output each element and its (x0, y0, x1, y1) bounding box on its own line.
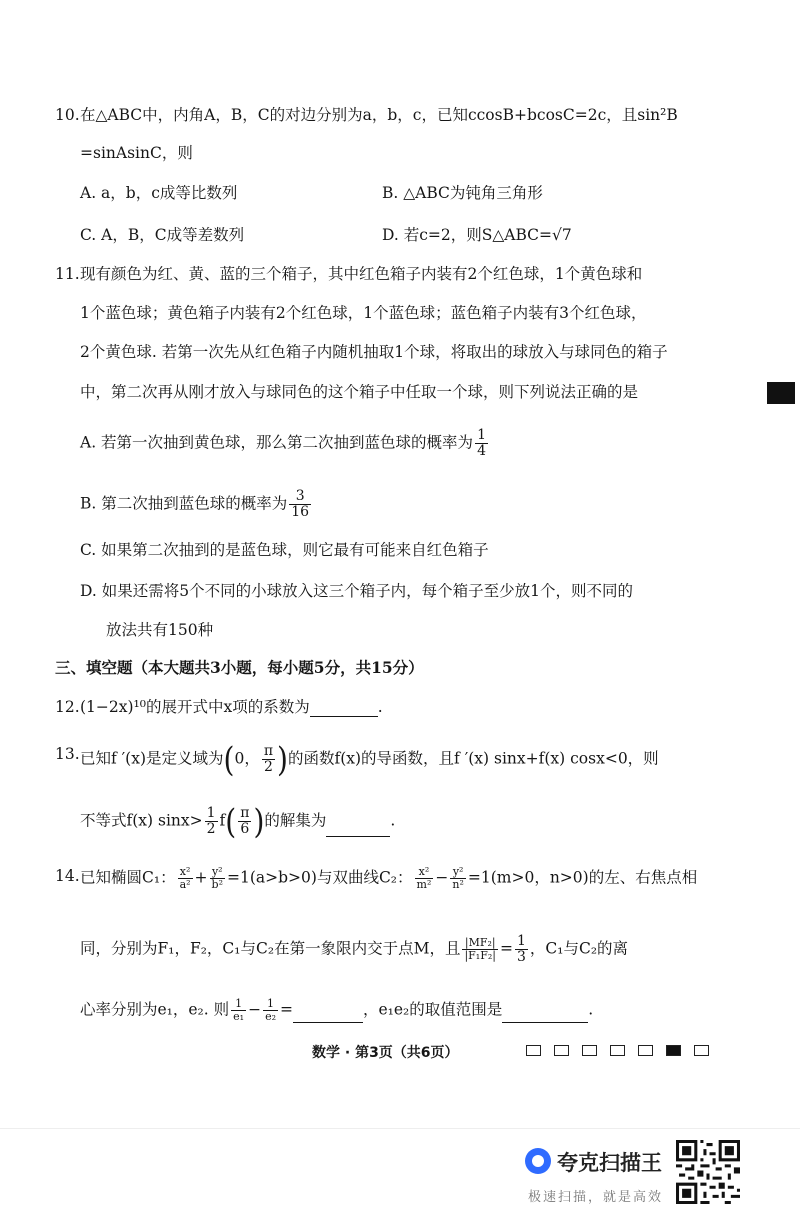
q10-option-a: A. a，b，c成等比数列 (80, 184, 238, 202)
q13-text-b: 的函数f(x)的导函数，且f ′(x) sinx+f(x) cosx<0，则 (287, 749, 659, 768)
q13-stem-line2 (80, 801, 396, 841)
fraction-numerator: 1 (516, 933, 526, 949)
fraction-denominator: m² (416, 878, 432, 891)
fraction-numerator: π (263, 743, 274, 759)
fraction-numerator: 1 (235, 997, 243, 1010)
q11-stem-line2: 1个蓝色球；黄色箱子内装有2个红色球，1个蓝色球；蓝色箱子内装有3个红色球， (80, 304, 647, 322)
page-box-6 (666, 1045, 681, 1056)
q11-option-d-line2: 放法共有150种 (106, 621, 214, 639)
one-third (515, 934, 528, 965)
pi-over-two (262, 744, 275, 775)
q14-answer-blank-2[interactable] (502, 1006, 588, 1023)
q12-number: 12. (55, 698, 80, 716)
q13-stem-line1 (80, 739, 659, 779)
fraction-denominator: e₂ (265, 1010, 276, 1023)
fraction-denominator: 4 (477, 443, 486, 459)
fraction-denominator: 2 (262, 759, 275, 775)
q13-answer-blank[interactable] (326, 820, 390, 837)
q11-stem-line1: 现有颜色为红、黄、蓝的三个箱子，其中红色箱子内装有2个红色球，1个黄色球和 (80, 265, 643, 283)
fraction-denominator: 16 (291, 504, 310, 520)
q14-stem-line3 (80, 998, 593, 1023)
ellipse-y-term (210, 866, 225, 891)
qr-code-icon (676, 1140, 740, 1204)
q10-option-d: D. 若c=2，则S△ABC=√7 (382, 226, 572, 244)
function-f: f (219, 811, 226, 830)
right-paren: ) (277, 739, 288, 779)
section-heading: 三、填空题（本大题共3小题，每小题5分，共15分） (55, 658, 424, 677)
q14-stem-line2 (80, 934, 628, 965)
q11-option-a (80, 428, 490, 459)
fraction-numerator: 1 (267, 997, 275, 1010)
pi-over-six (238, 806, 251, 837)
one-over-e2 (263, 998, 278, 1023)
ellipse-x-term (178, 866, 193, 891)
fraction-numerator: 1 (477, 427, 486, 443)
page-footer: 数学 · 第3页（共6页） (312, 1045, 459, 1061)
hyperbola-y-term (450, 866, 466, 891)
hyperbola-x-term (415, 866, 434, 891)
q13-text-a: 已知f ′(x)是定义域为 (80, 749, 224, 768)
left-paren: ( (225, 801, 237, 841)
minus-sign: − (248, 1000, 262, 1019)
page-box-3 (582, 1045, 597, 1056)
ratio-fraction (462, 937, 498, 962)
q14-text-f: 心率分别为e₁，e₂. 则 (80, 1000, 230, 1019)
q14-period: . (588, 1000, 594, 1019)
fraction-denominator: 6 (238, 821, 251, 837)
q13-period: . (390, 811, 396, 830)
fraction-denominator: 2 (206, 821, 216, 837)
q13-number: 13. (55, 745, 80, 763)
q10-option-c: C. A，B，C成等差数列 (80, 226, 245, 244)
q11-option-a-text: A. 若第一次抽到黄色球，那么第二次抽到蓝色球的概率为 (80, 433, 474, 452)
q14-text-c: =1(m>0，n>0)的左、右焦点相 (467, 868, 698, 887)
page-box-2 (554, 1045, 569, 1056)
side-tab-marker (767, 382, 795, 404)
equals-sign: = (499, 939, 513, 958)
one-half (205, 806, 218, 837)
q10-stem-line2: =sinAsinC，则 (80, 144, 193, 162)
right-paren: ) (253, 801, 265, 841)
q12-text: (1−2x)¹⁰的展开式中x项的系数为 (80, 698, 310, 716)
fraction-numerator: x² (418, 865, 430, 878)
q10-option-b: B. △ABC为钝角三角形 (382, 184, 543, 202)
fraction-denominator: 3 (516, 949, 526, 965)
q11-option-b (80, 489, 313, 520)
q12-answer-blank[interactable] (310, 700, 378, 717)
q14-text-d: 同，分别为F₁，F₂，C₁与C₂在第一象限内交于点M，且 (80, 939, 461, 958)
q11-option-b-fraction (289, 489, 311, 520)
page-box-4 (610, 1045, 625, 1056)
q13-text-d: 的解集为 (264, 811, 327, 830)
fraction-denominator: e₁ (233, 1010, 245, 1023)
q14-stem-line1: 已知椭圆C₁： $\frac{\text{x²}}{\text{a²}}$ + $\frac{\text{y²}}{\text{b²}}$ =1(a>b>0)与双曲线C₂： $\frac{\text{x²}}{\text{m²}}$ − $\frac{\text{y²}}{\text{n²}}$ =1(m>0，n>0)的左、右焦点相 (80, 865, 698, 891)
brand-name: 夸克扫描王 (557, 1151, 662, 1175)
interval-start: 0， (234, 749, 260, 768)
fraction-numerator: π (240, 805, 250, 821)
fraction-numerator: 3 (295, 488, 305, 504)
q11-number: 11. (55, 265, 80, 283)
fraction-numerator: y² (211, 865, 223, 878)
q11-option-c: C. 如果第二次抽到的是蓝色球，则它最有可能来自红色箱子 (80, 541, 489, 559)
q14-text-g: ，e₁e₂的取值范围是 (362, 1000, 503, 1019)
page-indicator-boxes (526, 1045, 709, 1056)
quark-logo-icon (525, 1148, 551, 1174)
q12-period: . (377, 698, 383, 716)
fraction-denominator: |F₁F₂| (464, 949, 496, 962)
q14-text-a: 已知椭圆C₁： (80, 868, 176, 887)
q14-text-b: =1(a>b>0)与双曲线C₂： (227, 868, 413, 887)
divider (0, 1128, 800, 1129)
q10-stem-line1: 在△ABC中，内角A，B，C的对边分别为a，b，c，已知ccosB+bcosC=2c，且sin²B (80, 106, 678, 124)
page-box-5 (638, 1045, 653, 1056)
q11-option-a-fraction (475, 428, 488, 459)
fraction-denominator: a² (179, 878, 191, 891)
q13-text-c: 不等式f(x) sinx> (80, 811, 203, 830)
q14-answer-blank-1[interactable] (293, 1006, 363, 1023)
page-box-1 (526, 1045, 541, 1056)
left-paren: ( (223, 739, 235, 779)
q14-equals: = (279, 1000, 293, 1019)
fraction-denominator: n² (452, 878, 464, 891)
q12-stem (80, 697, 383, 717)
fraction-numerator: x² (179, 865, 191, 878)
q14-number: 14. (55, 867, 80, 885)
q11-option-b-text: B. 第二次抽到蓝色球的概率为 (80, 494, 288, 513)
q14-text-e: ，C₁与C₂的离 (529, 939, 629, 958)
one-over-e1 (231, 998, 246, 1023)
fraction-numerator: 1 (206, 805, 216, 821)
fraction-numerator: |MF₂| (464, 936, 496, 949)
q11-option-d-line1: D. 如果还需将5个不同的小球放入这三个箱子内，每个箱子至少放1个，则不同的 (80, 582, 633, 600)
fraction-denominator: b² (211, 878, 223, 891)
q11-stem-line4: 中，第二次再从刚才放入与球同色的这个箱子中任取一个球，则下列说法正确的是 (80, 383, 639, 401)
brand-slogan: 极速扫描，就是高效 (528, 1190, 664, 1205)
q10-number: 10. (55, 106, 80, 124)
fraction-numerator: y² (452, 865, 464, 878)
page-box-7 (694, 1045, 709, 1056)
q11-stem-line3: 2个黄色球. 若第一次先从红色箱子内随机抽取1个球，将取出的球放入与球同色的箱子 (80, 343, 668, 361)
